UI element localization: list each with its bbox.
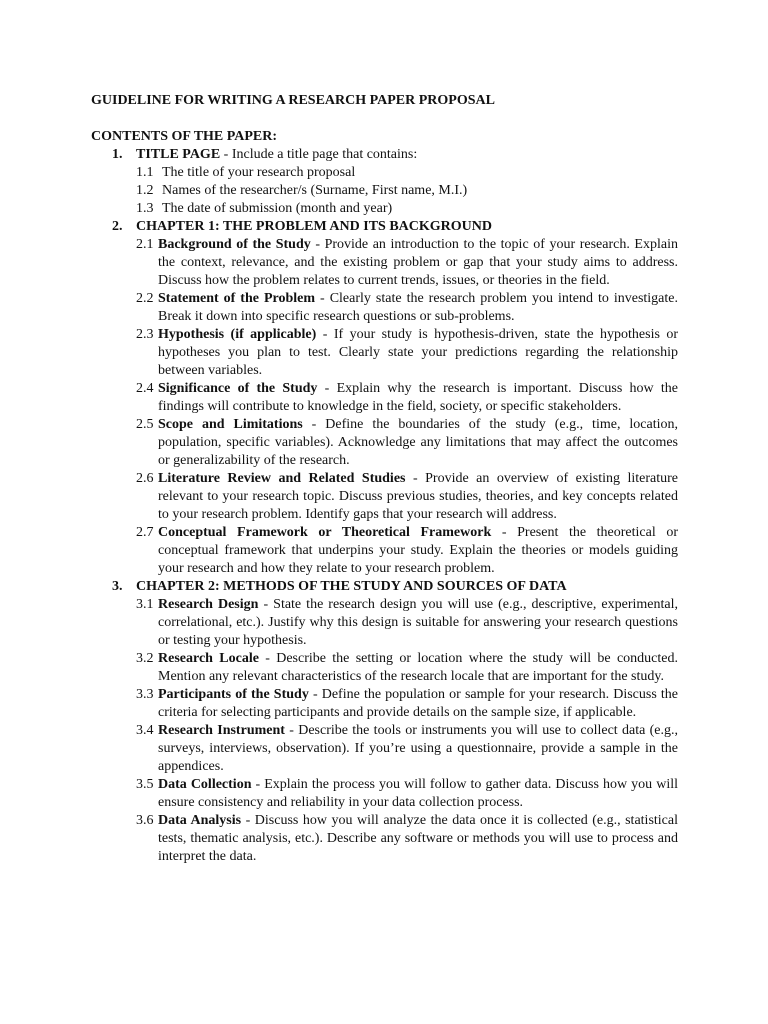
list-item bbox=[136, 236, 678, 290]
item-number: 2.3 bbox=[136, 327, 154, 342]
list-item bbox=[136, 686, 678, 722]
item-number: 2.4 bbox=[136, 381, 154, 396]
list-item bbox=[136, 326, 678, 380]
list-item bbox=[136, 722, 678, 776]
item-heading: Research Instrument bbox=[158, 723, 285, 738]
list-item bbox=[136, 596, 678, 650]
item-heading: Literature Review and Related Studies bbox=[158, 471, 406, 486]
list-item bbox=[136, 200, 678, 218]
item-heading: Significance of the Study bbox=[158, 381, 318, 396]
item-text bbox=[158, 326, 678, 380]
item-number: 1.2 bbox=[136, 183, 154, 198]
item-heading: Data Analysis bbox=[158, 813, 242, 828]
section-number: 3. bbox=[112, 579, 123, 594]
list-item bbox=[136, 776, 678, 812]
section-chapter-1 bbox=[91, 218, 678, 578]
list-item bbox=[136, 182, 678, 200]
item-text bbox=[158, 650, 678, 686]
section-heading bbox=[91, 578, 678, 596]
sub-list bbox=[91, 596, 678, 866]
item-description: - Explain the process you will follow to gather data. Discuss how you will ensure consistency and reliability in your data collection process. bbox=[158, 777, 678, 810]
item-number: 3.2 bbox=[136, 651, 154, 666]
list-item bbox=[136, 812, 678, 866]
item-heading: Statement of the Problem bbox=[158, 291, 316, 306]
item-description: - Present the theoretical or conceptual framework that underpins your study. Explain the theories or models guiding your research and how they relate to your research problem. bbox=[158, 525, 679, 576]
item-description: - Explain why the research is important. Discuss how the findings will contribute to knowledge in the field, society, or specific stakeholders. bbox=[158, 381, 678, 414]
item-description: - If your study is hypothesis-driven, state the hypothesis or hypotheses you plan to test. Clearly state your predictions regarding the relationship between variables. bbox=[158, 327, 678, 378]
contents-heading: CONTENTS OF THE PAPER: bbox=[91, 129, 278, 144]
item-heading: Data Collection bbox=[158, 777, 252, 792]
item-number: 3.6 bbox=[136, 813, 154, 828]
item-text bbox=[158, 290, 678, 326]
item-heading: Conceptual Framework or Theoretical Framework bbox=[158, 525, 492, 540]
item-description: - Describe the tools or instruments you will use to collect data (e.g., surveys, interviews, observation). If you’re using a questionnaire, provide a sample in the appendices. bbox=[158, 723, 679, 774]
section-number: 2. bbox=[112, 219, 123, 234]
item-number: 2.7 bbox=[136, 525, 154, 540]
section-heading bbox=[91, 146, 678, 164]
list-item bbox=[136, 380, 678, 416]
item-description: - Define the boundaries of the study (e.g., time, location, population, specific variables). Acknowledge any limitations that may affect the outcomes or generalizability of the research. bbox=[158, 417, 678, 468]
item-heading: Research Design bbox=[158, 597, 259, 612]
list-item bbox=[136, 290, 678, 326]
item-number: 1.1 bbox=[136, 165, 154, 180]
item-text bbox=[158, 524, 678, 578]
section-label: CHAPTER 2: METHODS OF THE STUDY AND SOURCES OF DATA bbox=[136, 579, 567, 594]
item-heading: Research Locale bbox=[158, 651, 259, 666]
item-text bbox=[158, 812, 678, 866]
section-description: - Include a title page that contains: bbox=[220, 147, 418, 162]
item-number: 2.2 bbox=[136, 291, 154, 306]
list-item bbox=[136, 524, 678, 578]
item-description: - Provide an introduction to the topic of your research. Explain the context, relevance, and the existing problem or gap that your study aims to address. Discuss how the problem relates to current trends, issues, or theories in the field. bbox=[158, 237, 678, 288]
item-description: - Provide an overview of existing literature relevant to your research topic. Discuss previous studies, theories, and key concepts related to your research problem. Identify gaps that your research will address. bbox=[158, 471, 678, 522]
section-chapter-2 bbox=[91, 578, 678, 866]
item-description: - Clearly state the research problem you intend to investigate. Break it down into specific research questions or sub-problems. bbox=[158, 291, 678, 324]
item-number: 1.3 bbox=[136, 201, 154, 216]
item-text bbox=[158, 686, 678, 722]
item-description: - Define the population or sample for your research. Discuss the criteria for selecting participants and provide details on the sample size, if applicable. bbox=[158, 687, 678, 720]
document-title: GUIDELINE FOR WRITING A RESEARCH PAPER PROPOSAL bbox=[91, 93, 495, 108]
item-text bbox=[158, 596, 678, 650]
sub-list bbox=[91, 236, 678, 578]
item-description: - Describe the setting or location where the study will be conducted. Mention any relevant characteristics of the research locale that are important for the study. bbox=[158, 651, 678, 684]
item-number: 3.4 bbox=[136, 723, 154, 738]
list-item bbox=[136, 650, 678, 686]
section-label: CHAPTER 1: THE PROBLEM AND ITS BACKGROUND bbox=[136, 219, 493, 234]
section-label: TITLE PAGE bbox=[136, 147, 221, 162]
item-number: 3.1 bbox=[136, 597, 154, 612]
item-number: 3.3 bbox=[136, 687, 154, 702]
item-number: 2.5 bbox=[136, 417, 154, 432]
item-text bbox=[158, 380, 678, 416]
item-number: 2.6 bbox=[136, 471, 154, 486]
item-text: Names of the researcher/s (Surname, First name, M.I.) bbox=[162, 183, 468, 198]
item-text bbox=[158, 776, 678, 812]
section-number: 1. bbox=[112, 147, 123, 162]
section-heading bbox=[91, 218, 678, 236]
item-text: The date of submission (month and year) bbox=[162, 201, 393, 216]
item-heading: Background of the Study bbox=[158, 237, 311, 252]
item-text: The title of your research proposal bbox=[162, 165, 356, 180]
list-item bbox=[136, 416, 678, 470]
item-heading: Scope and Limitations bbox=[158, 417, 303, 432]
item-text bbox=[158, 236, 678, 290]
sub-list bbox=[91, 164, 678, 218]
item-text bbox=[158, 722, 678, 776]
item-heading: Hypothesis (if applicable) bbox=[158, 327, 317, 342]
item-heading: Participants of the Study bbox=[158, 687, 309, 702]
item-number: 2.1 bbox=[136, 237, 154, 252]
list-item bbox=[136, 164, 678, 182]
item-text bbox=[158, 470, 678, 524]
item-text bbox=[158, 416, 678, 470]
item-description: - Discuss how you will analyze the data once it is collected (e.g., statistical tests, thematic analysis, etc.). Describe any software or methods you will use to process and interpret the data. bbox=[158, 813, 678, 864]
list-item bbox=[136, 470, 678, 524]
section-title-page bbox=[91, 146, 678, 218]
item-description: - State the research design you will use (e.g., descriptive, experimental, correlational, etc.). Justify why this design is suitable for answering your research questions or testing your hypothesis. bbox=[158, 597, 678, 648]
item-number: 3.5 bbox=[136, 777, 154, 792]
